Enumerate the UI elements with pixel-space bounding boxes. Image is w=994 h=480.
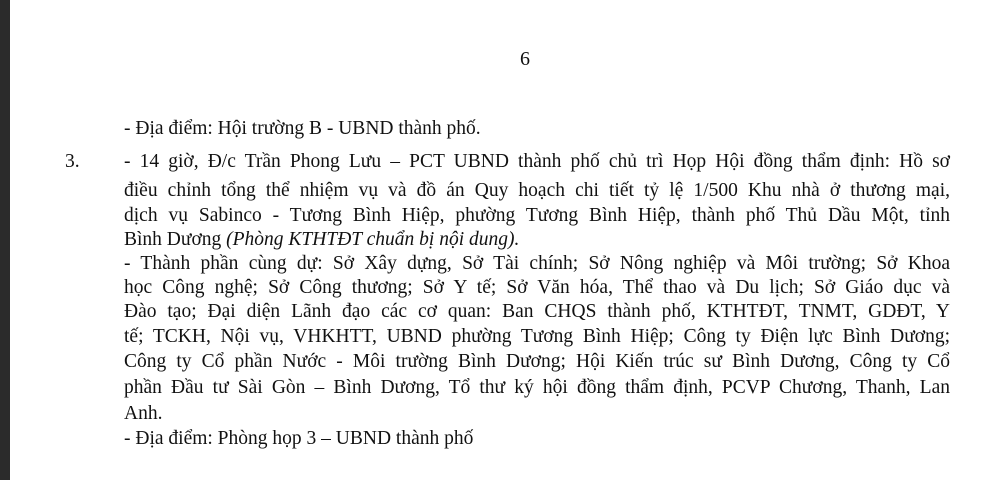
participants-line-2: học Công nghệ; Sở Công thương; Sở Y tế; Sở Văn hóa, Thể thao và Du lịch; Sở Giáo dục và — [124, 277, 950, 298]
document-page — [10, 0, 994, 480]
participants-line-6: phần Đầu tư Sài Gòn – Bình Dương, Tổ thư ký hội đồng thẩm định, PCVP Chương, Thanh, Lan — [124, 377, 950, 398]
viewer-left-edge — [0, 0, 10, 480]
item-line-2: điều chỉnh tổng thể nhiệm vụ và đồ án Quy hoạch chi tiết tỷ lệ 1/500 Khu nhà ở thương mại, — [124, 180, 950, 201]
participants-line-4: tế; TCKH, Nội vụ, VHKHTT, UBND phường Tương Bình Hiệp; Công ty Điện lực Bình Dương; — [124, 326, 950, 347]
item-line-4-text: Bình Dương — [124, 229, 227, 250]
page-number: 6 — [520, 48, 530, 70]
participants-line-3: Đào tạo; Đại diện Lãnh đạo các cơ quan: Ban CHQS thành phố, KTHTĐT, TNMT, GDĐT, Y — [124, 301, 950, 322]
participants-line-7: Anh. — [124, 403, 163, 424]
item-line-4 — [124, 228, 519, 251]
item-line-1: - 14 giờ, Đ/c Trần Phong Lưu – PCT UBND thành phố chủ trì Họp Hội đồng thẩm định: Hồ sơ — [124, 151, 950, 172]
item-number: 3. — [65, 151, 80, 172]
participants-line-1: - Thành phần cùng dự: Sở Xây dựng, Sở Tài chính; Sở Nông nghiệp và Môi trường; Sở Khoa — [124, 253, 950, 274]
preparation-note: (Phòng KTHTĐT chuẩn bị nội dung). — [226, 229, 520, 250]
previous-item-location: - Địa điểm: Hội trường B - UBND thành phố. — [124, 118, 481, 139]
participants-line-5: Công ty Cổ phần Nước - Môi trường Bình Dương; Hội Kiến trúc sư Bình Dương, Công ty Cổ — [124, 351, 950, 372]
item-line-3: dịch vụ Sabinco - Tương Bình Hiệp, phường Tương Bình Hiệp, thành phố Thủ Dầu Một, tỉnh — [124, 205, 950, 226]
item-location: - Địa điểm: Phòng họp 3 – UBND thành phố — [124, 428, 474, 449]
